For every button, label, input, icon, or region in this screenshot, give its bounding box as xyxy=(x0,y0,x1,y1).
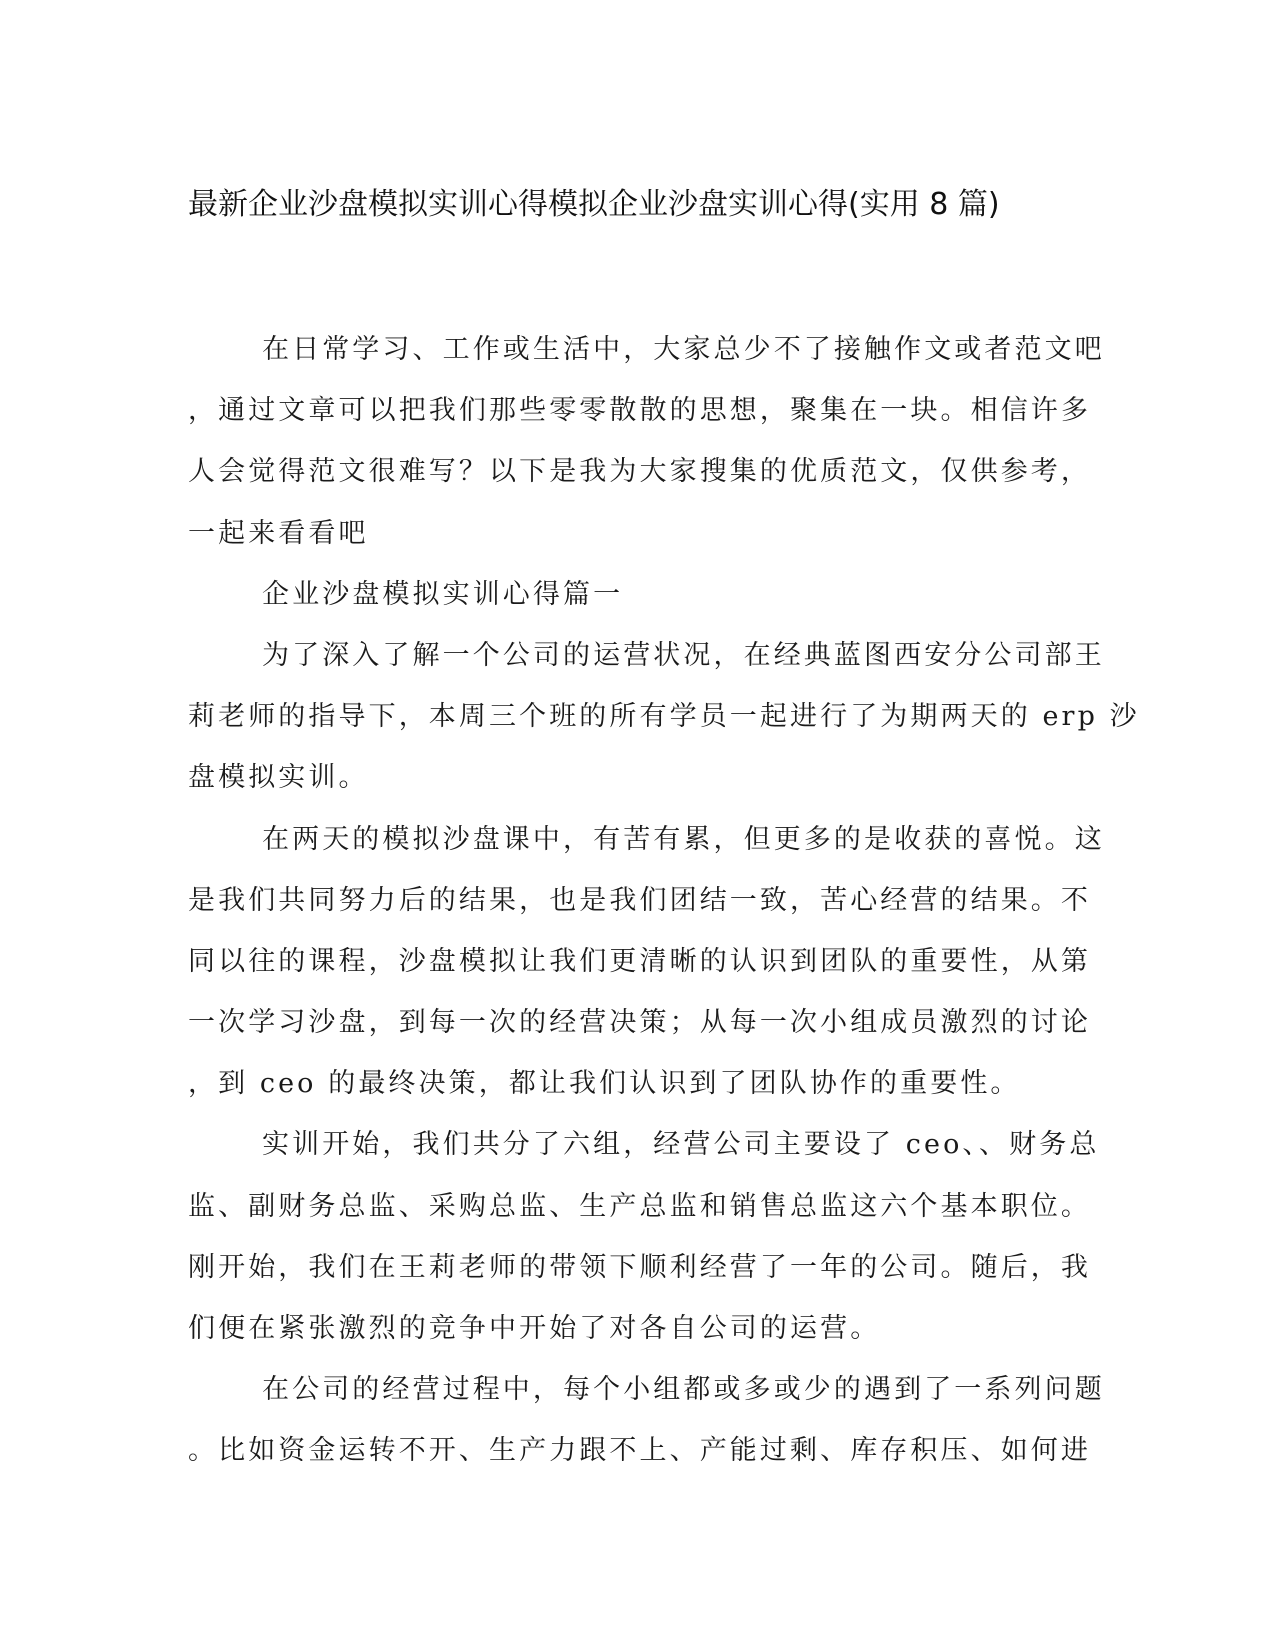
paragraph-line: 同以往的课程，沙盘模拟让我们更清晰的认识到团队的重要性，从第 xyxy=(188,945,1091,977)
document-body xyxy=(188,332,1140,1495)
paragraph-line: 们便在紧张激烈的竞争中开始了对各自公司的运营。 xyxy=(188,1313,881,1344)
paragraph-line: 。比如资金运转不开、生产力跟不上、产能过剩、库存积压、如何进 xyxy=(188,1435,1091,1467)
section-heading: 企业沙盘模拟实训心得篇一 xyxy=(262,578,624,610)
paragraph-line: 监、副财务总监、采购总监、生产总监和销售总监这六个基本职位。 xyxy=(188,1190,1091,1222)
paragraph-line: ，到 ceo 的最终决策，都让我们认识到了团队协作的重要性。 xyxy=(188,1068,1021,1100)
paragraph-line: 一次学习沙盘，到每一次的经营决策；从每一次小组成员激烈的讨论 xyxy=(188,1007,1091,1039)
paragraph-line: 是我们共同努力后的结果，也是我们团结一致，苦心经营的结果。不 xyxy=(188,884,1091,916)
paragraph-line: 人会觉得范文很难写？以下是我为大家搜集的优质范文，仅供参考， xyxy=(188,456,1091,488)
document-title: 最新企业沙盘模拟实训心得模拟企业沙盘实训心得(实用 8 篇) xyxy=(188,187,1000,222)
paragraph-line: 莉老师的指导下，本周三个班的所有学员一起进行了为期两天的 erp 沙 xyxy=(188,701,1140,733)
paragraph-line: 在两天的模拟沙盘课中，有苦有累，但更多的是收获的喜悦。这 xyxy=(262,823,1105,855)
paragraph-line: 实训开始，我们共分了六组，经营公司主要设了 ceo、、财务总 xyxy=(262,1129,1100,1161)
paragraph-line: 一起来看看吧 xyxy=(188,517,369,549)
paragraph-line: 盘模拟实训。 xyxy=(188,762,369,794)
paragraph-line: ，通过文章可以把我们那些零零散散的思想，聚集在一块。相信许多 xyxy=(188,395,1091,427)
paragraph-line: 在公司的经营过程中，每个小组都或多或少的遇到了一系列问题 xyxy=(262,1374,1105,1406)
paragraph-line: 为了深入了解一个公司的运营状况，在经典蓝图西安分公司部王 xyxy=(262,639,1105,671)
paragraph-line: 刚开始，我们在王莉老师的带领下顺利经营了一年的公司。随后，我 xyxy=(188,1251,1091,1283)
paragraph-line: 在日常学习、工作或生活中，大家总少不了接触作文或者范文吧 xyxy=(262,334,1105,365)
